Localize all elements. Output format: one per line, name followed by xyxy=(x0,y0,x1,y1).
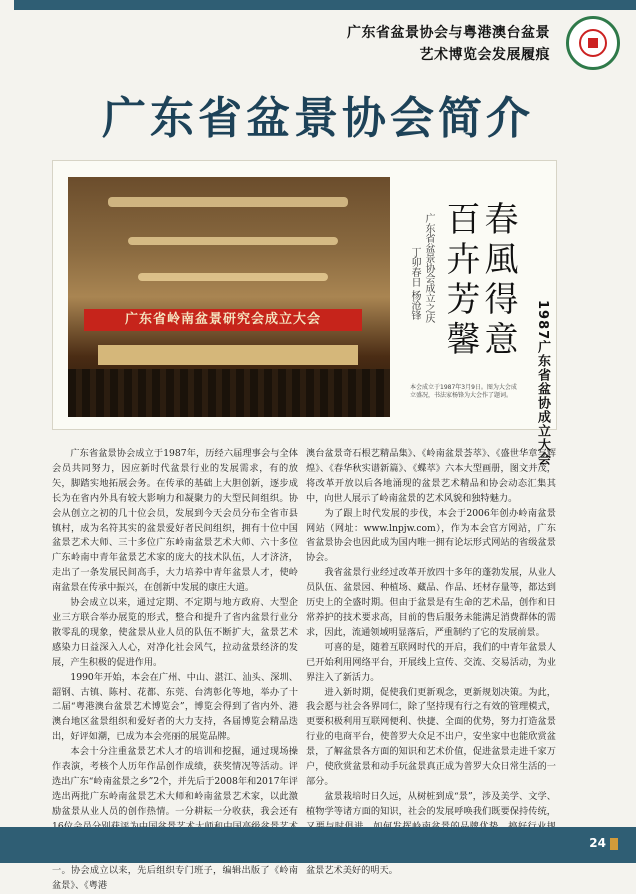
page-number: 24 xyxy=(589,836,606,850)
stage-table xyxy=(98,345,358,365)
paragraph: 广东省盆景协会成立于1987年，历经六届理事会与全体会员共同努力，因应新时代盆景行业的发展需求，有的放矢，脚踏实地拓展会务。在传承的基础上大胆创新，逐步成长为在省内外具有较大影响力和凝聚力的大型民间组织。协会从创立之初的几十位会员，发展到今天会员分布全省市县镇村，成为名符其实的盆景爱好者民间组织，拥有十位中国盆景艺术大师、三十多位广东岭南盆景艺术大师、六十多位广东岭南中青年盆景艺术家的庞大的技术队伍，人才济济，走出了一条发展民间高手，大力培养中青年盆景人才，使岭南盆景在传承中振兴，在创新中发展的康庄大道。 xyxy=(52,448,298,594)
founding-meeting-photo xyxy=(68,177,390,417)
calligraphy-line-2: 百卉芳馨 xyxy=(440,201,480,361)
paragraph: 盆景栽培时日久远，从树桩到成“景”，涉及美学、文学、植物学等诸方面的知识，社会的发展呼唤我们既要保持传统， 盆景艺术美好的明天。 xyxy=(306,790,556,877)
paragraph: 可喜的是，随着互联网时代的开启，我们的中青年盆景人已开始利用网络平台，开展线上宣传、交流、交易活动，为业界注入了新活力。 xyxy=(306,641,556,683)
association-logo-icon xyxy=(566,16,620,70)
paragraph: 为了跟上时代发展的步伐，本会于2006年创办岭南盆景网站（网址：www.lnpjw.com），作为本会官方网站，广东省盆景协会也因此成为国内唯一拥有论坛形式网站的省级盆景协会。 xyxy=(306,507,556,564)
page-title: 广东省盆景协会简介 xyxy=(102,93,534,144)
paragraph: 我省盆景行业经过改革开放四十多年的蓬勃发展，从业人员队伍、盆景园、种植场、藏品、作品、坯材存量等，都达到历史上的全盛时期。但由于盆景是有生命的艺术品，创作和日常养护的技术要求高，目前的售后服务未能满足消费群体的需求，因此，流通领域明显落后，严重制约了它的发展前景。 xyxy=(306,567,556,638)
meeting-banner: 广东省岭南盆景研究会成立大会 xyxy=(84,309,362,331)
chandelier-light xyxy=(138,273,328,281)
calligraphy-inscription-2: 丁卯春日 杨沧锋 xyxy=(409,247,420,321)
page-marker-icon xyxy=(610,838,618,850)
calligraphy-line-1: 春風得意 xyxy=(478,201,518,361)
paragraph: 1990年开始，本会在广州、中山、湛江、汕头、深圳、韶钢、古镇、陈村、花都、东莞、台湾彰化等地，举办了十二届“粤港澳台盆景艺术博览会”，博览会得到了省内外、港澳台地区盆景组织和爱好者的大力支持，各届博览会精品迭出，好评如潮，已成为本会亮丽的展览品牌。 xyxy=(52,671,298,743)
photo-small-caption: 本会成立于1987年3月9日。图为大会成立盛况，书法家杨锋为大会作了题词。 xyxy=(410,384,517,399)
calligraphy-inscription-1: 广东省盆景协会成立之庆 xyxy=(423,213,434,323)
calligraphy-panel xyxy=(400,177,540,417)
paragraph: 协会成立以来，通过定期、不定期与地方政府、大型企业三方联合举办展览的形式，整合和提升了省内盆景行业分散零乱的现象，使盆景从业人员的队伍不断扩大，盆景艺术感染力日益深入人心，对净化社会风气，拉动盆景经济的发展，产生积极的促进作用。 xyxy=(52,597,298,668)
footer-band xyxy=(0,827,636,863)
running-header xyxy=(0,8,636,78)
paragraph: 澳台盆景奇石根艺精品集》、《岭南盆景荟萃》、《盛世华章写辉煌》、《春华秋实谱新篇》、《蝶萃》六本大型画册，图文并茂，将改革开放以后各地涌现的盆景艺术精品和协会动态汇集其中，向世人展示了岭南盆景的艺术风貌和独特魅力。 xyxy=(306,448,556,504)
chandelier-light xyxy=(108,197,348,207)
photo-side-caption: 1987广东省盆协成立大会 xyxy=(535,300,550,467)
audience xyxy=(68,369,390,417)
paragraph: 本会十分注重盆景艺术人才的培训和挖掘，通过现场操作表演，考核个人历年作品创作成绩，获奖情况等活动。评选出广东“岭南盆景之乡”2个，并先后于2008年和2017年评选出两批广东岭南盆景艺术大师和岭南盆景艺术家，以此激励盆景从业人员的创作热情。一分耕耘一分收获，我会还有 xyxy=(52,746,298,817)
running-header-line-1: 广东省盆景协会与粤港澳台盆景 xyxy=(347,25,550,41)
running-header-line-2: 艺术博览会发展履痕 xyxy=(419,47,550,63)
paragraph: 进入新时期，促使我们更新观念，更新规划决策。为此，我会愿与社会各界同仁，除了坚持现有行之有效的管理模式，更要积极利用互联网便利、快捷、全面的优势，努力打造盆景行业的电商平台，使普罗大众足不出户，安坐家中也能欣赏盆景，了解盆景各方面的知识和艺术价值，促进盆景走进千家万户，使欣赏盆景和动手玩盆景真正成为普罗大众日常生活的一部分。 xyxy=(306,686,556,787)
body-column-right xyxy=(306,447,556,879)
paragraph: 一。协会成立以来，先后组织专门班子，编辑出版了《岭南盆景》、《粤港 xyxy=(52,865,298,892)
chandelier-light xyxy=(128,237,338,245)
